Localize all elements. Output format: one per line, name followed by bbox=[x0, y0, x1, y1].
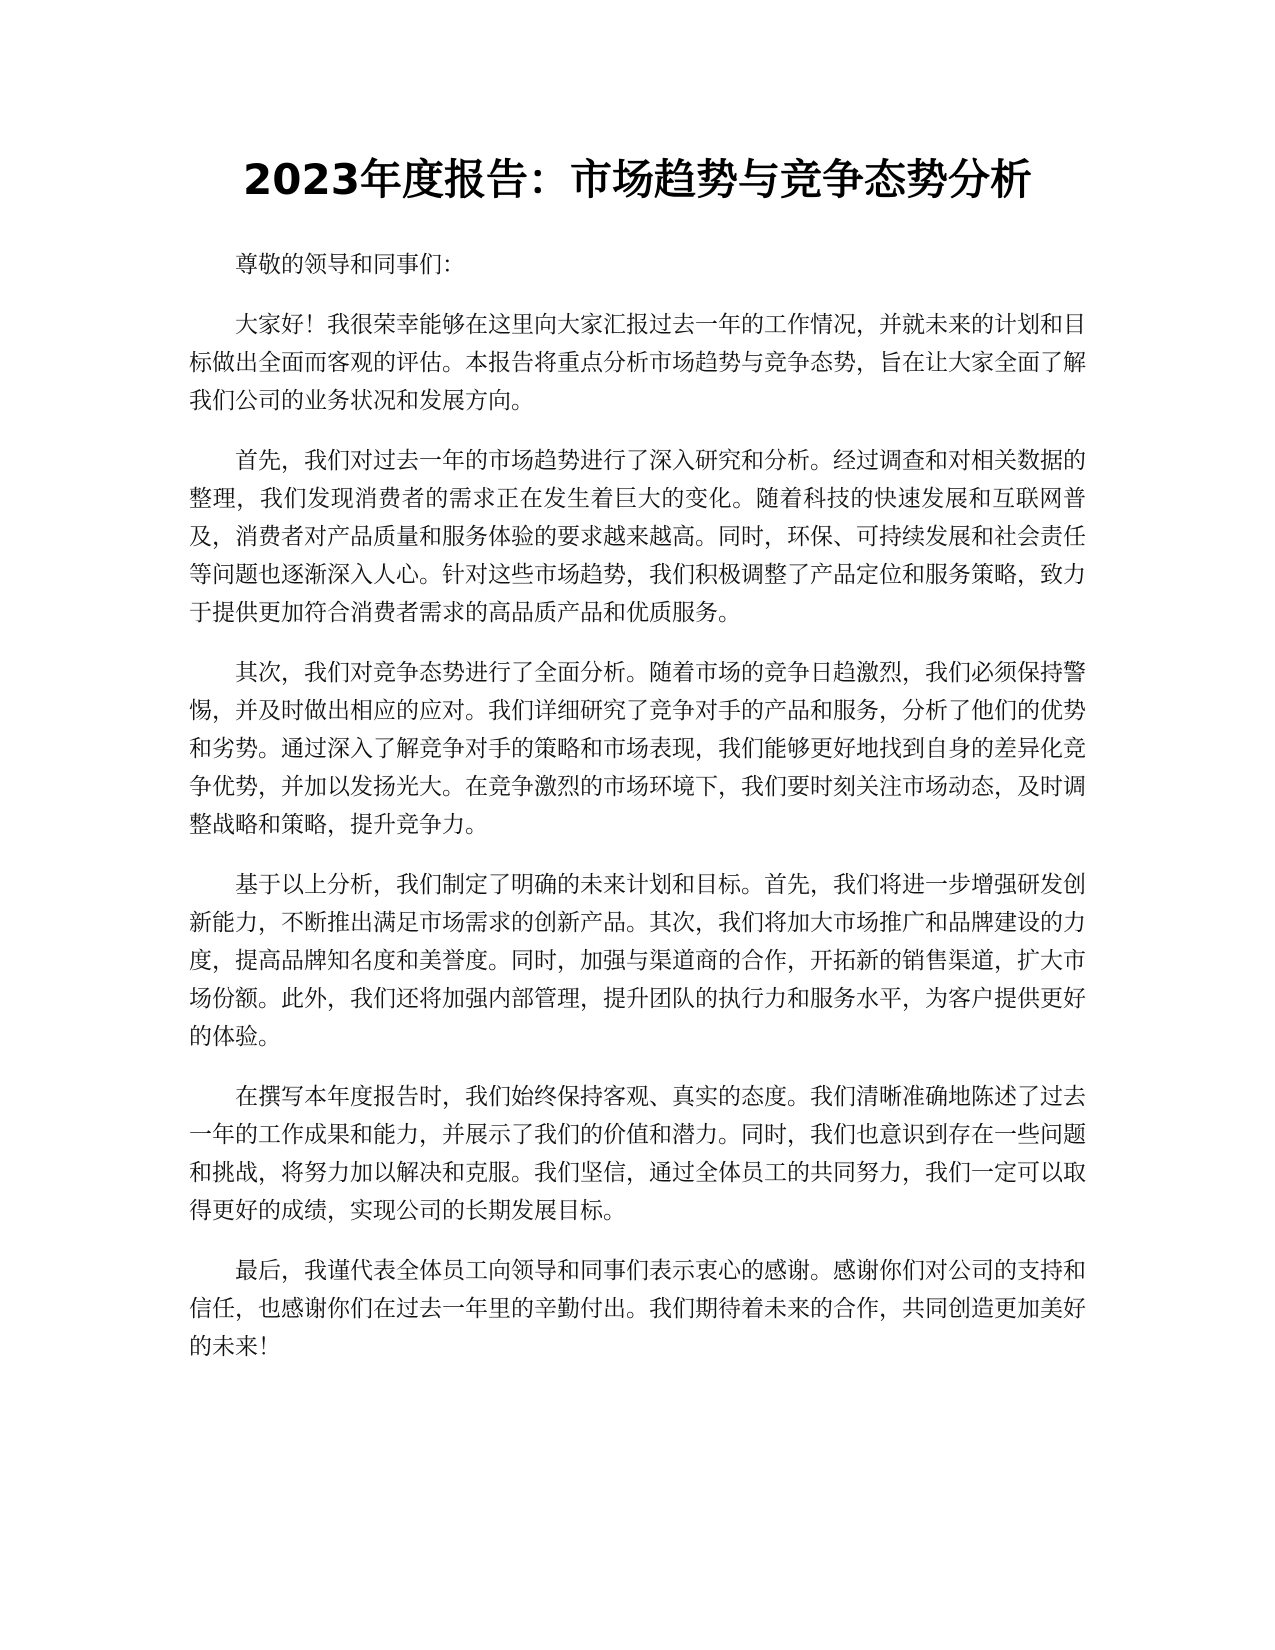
paragraph-future-plans: 基于以上分析，我们制定了明确的未来计划和目标。首先，我们将进一步增强研发创新能力，不断推出满足市场需求的创新产品。其次，我们将加大市场推广和品牌建设的力度，提高品牌知名度和美誉度。同时，加强与渠道商的合作，开拓新的销售渠道，扩大市场份额。此外，我们还将加强内部管理，提升团队的执行力和服务水平，为客户提供更好的体验。 bbox=[189, 872, 1086, 1050]
document-title: 2023年度报告：市场趋势与竞争态势分析 bbox=[243, 155, 1032, 204]
salutation: 尊敬的领导和同事们： bbox=[235, 252, 465, 278]
document-body bbox=[189, 246, 1086, 1388]
paragraph-intro: 大家好！我很荣幸能够在这里向大家汇报过去一年的工作情况，并就未来的计划和目标做出全面而客观的评估。本报告将重点分析市场趋势与竞争态势，旨在让大家全面了解我们公司的业务状况和发展方向。 bbox=[189, 312, 1086, 414]
paragraph-closing: 最后，我谨代表全体员工向领导和同事们表示衷心的感谢。感谢你们对公司的支持和信任，也感谢你们在过去一年里的辛勤付出。我们期待着未来的合作，共同创造更加美好的未来！ bbox=[189, 1258, 1086, 1360]
paragraph-competition: 其次，我们对竞争态势进行了全面分析。随着市场的竞争日趋激烈，我们必须保持警惕，并及时做出相应的应对。我们详细研究了竞争对手的产品和服务，分析了他们的优势和劣势。通过深入了解竞争对手的策略和市场表现，我们能够更好地找到自身的差异化竞争优势，并加以发扬光大。在竞争激烈的市场环境下，我们要时刻关注市场动态，及时调整战略和策略，提升竞争力。 bbox=[189, 660, 1086, 838]
paragraph-market-trends: 首先，我们对过去一年的市场趋势进行了深入研究和分析。经过调查和对相关数据的整理，我们发现消费者的需求正在发生着巨大的变化。随着科技的快速发展和互联网普及，消费者对产品质量和服务体验的要求越来越高。同时，环保、可持续发展和社会责任等问题也逐渐深入人心。针对这些市场趋势，我们积极调整了产品定位和服务策略，致力于提供更加符合消费者需求的高品质产品和优质服务。 bbox=[189, 448, 1086, 626]
paragraph-reflection: 在撰写本年度报告时，我们始终保持客观、真实的态度。我们清晰准确地陈述了过去一年的工作成果和能力，并展示了我们的价值和潜力。同时，我们也意识到存在一些问题和挑战，将努力加以解决和克服。我们坚信，通过全体员工的共同努力，我们一定可以取得更好的成绩，实现公司的长期发展目标。 bbox=[189, 1084, 1086, 1224]
